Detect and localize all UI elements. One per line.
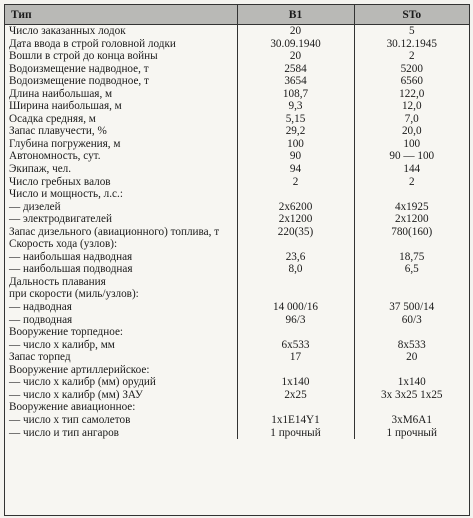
row-label: Вооружение авиационное:	[9, 401, 136, 414]
header-b1: B1	[237, 5, 354, 25]
table-row	[5, 50, 469, 63]
cell-b1: 20	[237, 25, 354, 38]
cell-b1: 108,7	[237, 88, 354, 101]
cell-sto	[354, 288, 469, 301]
cell-sto: 30.12.1945	[354, 38, 469, 51]
cell-sto: 20,0	[354, 125, 469, 138]
cell-b1	[237, 326, 354, 339]
table-row	[5, 364, 469, 377]
cell-b1: 94	[237, 163, 354, 176]
table-header	[5, 5, 469, 25]
cell-sto: 12,0	[354, 100, 469, 113]
cell-b1: 2584	[237, 63, 354, 76]
table-row	[5, 201, 469, 214]
row-label: — число x тип самолетов	[9, 413, 131, 426]
table-row	[5, 288, 469, 301]
cell-b1	[237, 276, 354, 289]
cell-b1: 100	[237, 138, 354, 151]
table-row	[5, 263, 469, 276]
table-row	[5, 176, 469, 189]
cell-sto	[354, 326, 469, 339]
table-row	[5, 25, 469, 38]
cell-b1: 5,15	[237, 113, 354, 126]
cell-b1: 17	[237, 351, 354, 364]
row-label: Экипаж, чел.	[9, 163, 72, 176]
table-row	[5, 100, 469, 113]
table-row	[5, 251, 469, 264]
cell-b1: 23,6	[237, 251, 354, 264]
cell-sto: 144	[354, 163, 469, 176]
cell-sto: 20	[354, 351, 469, 364]
spec-table-frame	[4, 4, 470, 516]
cell-b1: 20	[237, 50, 354, 63]
cell-b1: 2x1200	[237, 213, 354, 226]
row-label: — подводная	[9, 313, 73, 326]
cell-b1	[237, 401, 354, 414]
table-row	[5, 326, 469, 339]
row-label: Число и мощность, л.с.:	[9, 188, 123, 201]
cell-b1	[237, 364, 354, 377]
cell-b1: 3654	[237, 75, 354, 88]
table-row	[5, 75, 469, 88]
cell-b1: 2x6200	[237, 201, 354, 214]
row-label: Осадка средняя, м	[9, 112, 96, 125]
row-label: — наибольшая подводная	[9, 263, 133, 276]
row-label: Число гребных валов	[9, 175, 111, 188]
cell-sto: 5	[354, 25, 469, 38]
cell-sto	[354, 401, 469, 414]
row-label: Глубина погружения, м	[9, 137, 121, 150]
row-label: — число и тип ангаров	[9, 426, 119, 439]
cell-sto	[354, 238, 469, 251]
row-label: Запас дизельного (авиационного) топлива, т	[9, 225, 220, 238]
row-label: — наибольшая надводная	[9, 250, 133, 263]
table-row	[5, 376, 469, 389]
cell-b1: 9,3	[237, 100, 354, 113]
table-row	[5, 276, 469, 289]
row-label: Дальность плавания	[9, 275, 106, 288]
row-label: Автономность, сут.	[9, 150, 101, 163]
cell-sto: 18,75	[354, 251, 469, 264]
row-label: Скорость хода (узлов):	[9, 238, 118, 251]
row-label: — надводная	[9, 301, 72, 314]
cell-sto: 2	[354, 176, 469, 189]
row-label: — дизелей	[9, 200, 61, 213]
cell-b1: 220(35)	[237, 226, 354, 239]
table-row	[5, 414, 469, 427]
cell-b1: 6x533	[237, 339, 354, 352]
cell-sto: 1 прочный	[354, 427, 469, 440]
row-label: Вошли в строй до конца войны	[9, 50, 158, 63]
row-label: при скорости (миль/узлов):	[9, 288, 139, 301]
table-row	[5, 238, 469, 251]
row-label: — число x калибр, мм	[9, 338, 115, 351]
cell-b1	[237, 238, 354, 251]
cell-sto	[354, 276, 469, 289]
cell-sto: 6,5	[354, 263, 469, 276]
cell-b1: 2	[237, 176, 354, 189]
row-label: Вооружение артиллерийское:	[9, 363, 150, 376]
cell-sto: 2	[354, 50, 469, 63]
cell-sto: 7,0	[354, 113, 469, 126]
row-label: Число заказанных лодок	[9, 25, 126, 37]
row-label: Водоизмещение надводное, т	[9, 62, 149, 75]
cell-sto: 3x 3x25 1x25	[354, 389, 469, 402]
table-row	[5, 301, 469, 314]
table-row	[5, 63, 469, 76]
table-row	[5, 389, 469, 402]
cell-b1	[237, 288, 354, 301]
cell-b1: 14 000/16	[237, 301, 354, 314]
table-row	[5, 38, 469, 51]
cell-b1	[237, 188, 354, 201]
table-row	[5, 88, 469, 101]
cell-b1: 8,0	[237, 263, 354, 276]
row-label: Дата ввода в строй головной лодки	[9, 37, 176, 50]
table-row	[5, 138, 469, 151]
table-row	[5, 339, 469, 352]
cell-b1: 1x140	[237, 376, 354, 389]
table-row	[5, 314, 469, 327]
table-row	[5, 213, 469, 226]
table-row	[5, 150, 469, 163]
table-row	[5, 125, 469, 138]
table-row	[5, 427, 469, 440]
row-label: — электродвигателей	[9, 213, 112, 226]
spec-table	[5, 5, 469, 439]
cell-b1: 1x1E14Y1	[237, 414, 354, 427]
row-label: Запас торпед	[9, 351, 71, 364]
cell-sto: 3xM6A1	[354, 414, 469, 427]
table-body	[5, 25, 469, 440]
header-sto: STo	[354, 5, 469, 25]
table-row	[5, 113, 469, 126]
cell-b1: 1 прочный	[237, 427, 354, 440]
row-label: Вооружение торпедное:	[9, 326, 124, 339]
cell-b1: 90	[237, 150, 354, 163]
cell-sto: 100	[354, 138, 469, 151]
cell-sto: 4x1925	[354, 201, 469, 214]
cell-sto	[354, 188, 469, 201]
header-type: Тип	[5, 5, 237, 25]
cell-sto: 8x533	[354, 339, 469, 352]
table-row	[5, 351, 469, 364]
cell-b1: 96/3	[237, 314, 354, 327]
cell-b1: 30.09.1940	[237, 38, 354, 51]
cell-sto: 2x1200	[354, 213, 469, 226]
row-label: Водоизмещение подводное, т	[9, 75, 149, 88]
table-row	[5, 163, 469, 176]
cell-sto: 1x140	[354, 376, 469, 389]
cell-sto: 90 — 100	[354, 150, 469, 163]
table-row	[5, 188, 469, 201]
cell-sto: 5200	[354, 63, 469, 76]
row-label: Ширина наибольшая, м	[9, 100, 122, 113]
cell-sto: 6560	[354, 75, 469, 88]
row-label: Длина наибольшая, м	[9, 87, 113, 100]
cell-sto: 37 500/14	[354, 301, 469, 314]
cell-sto: 780(160)	[354, 226, 469, 239]
cell-sto: 60/3	[354, 314, 469, 327]
table-row	[5, 226, 469, 239]
cell-sto: 122,0	[354, 88, 469, 101]
cell-b1: 2x25	[237, 389, 354, 402]
cell-b1: 29,2	[237, 125, 354, 138]
row-label: — число x калибр (мм) орудий	[9, 376, 156, 389]
row-label: — число x калибр (мм) ЗАУ	[9, 388, 143, 401]
cell-sto	[354, 364, 469, 377]
table-row	[5, 401, 469, 414]
row-label: Запас плавучести, %	[9, 125, 107, 138]
